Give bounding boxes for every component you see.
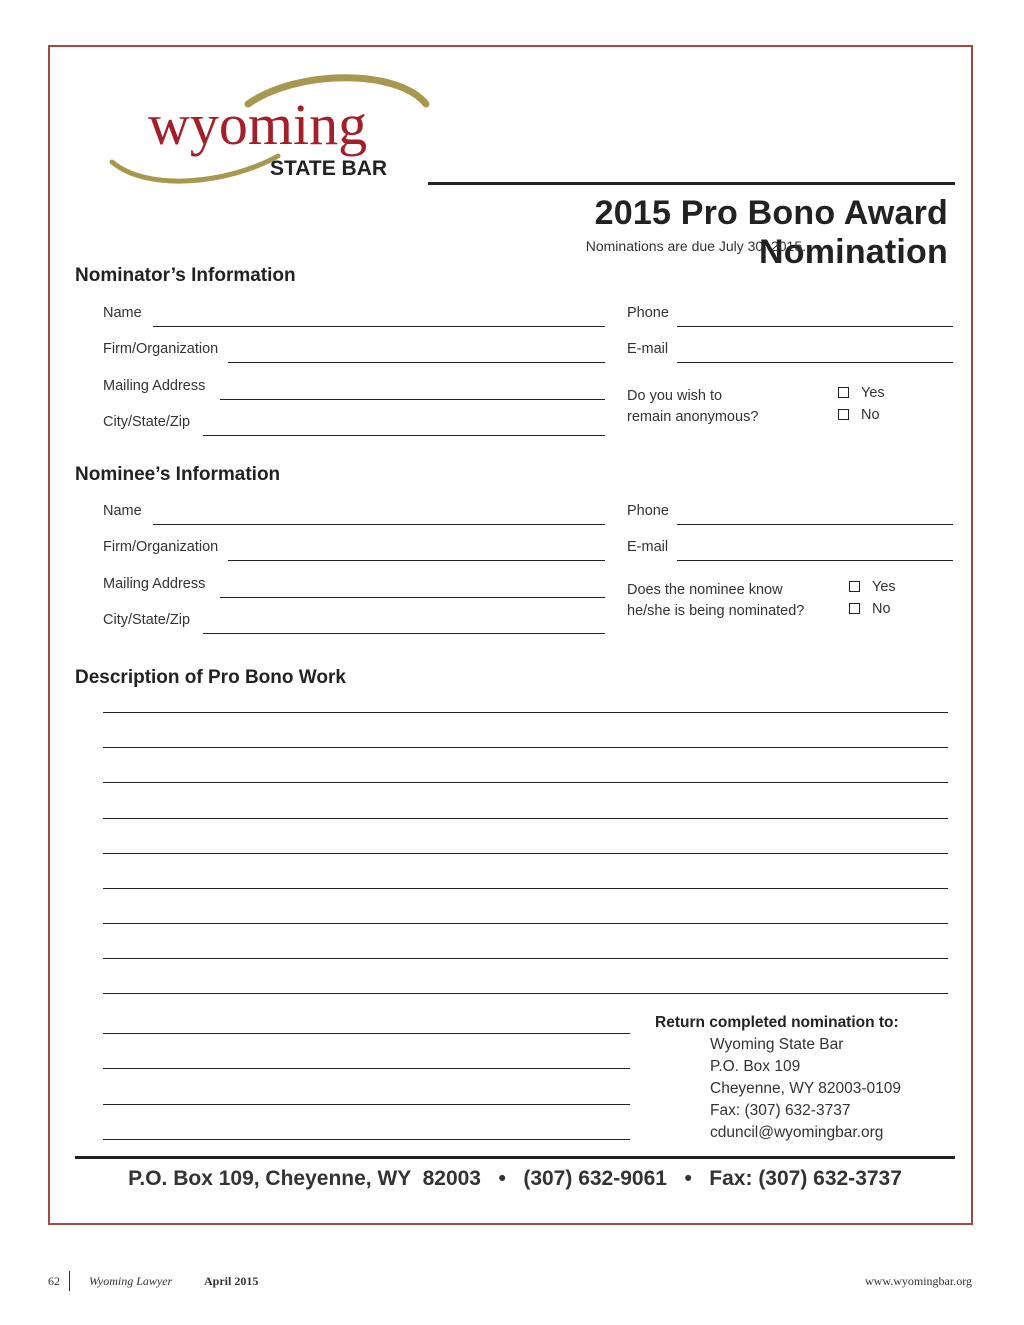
nominee-firm-label: Firm/Organization bbox=[103, 539, 219, 555]
description-line[interactable] bbox=[103, 958, 948, 959]
nominee-address-field[interactable] bbox=[103, 576, 605, 598]
nominee-address-label: Mailing Address bbox=[103, 576, 206, 592]
anonymous-question-line1: Do you wish to bbox=[627, 388, 723, 404]
nominee-city-line[interactable] bbox=[203, 633, 605, 634]
nominee-knows-no-checkbox[interactable] bbox=[849, 601, 891, 621]
nominee-phone-line[interactable] bbox=[677, 524, 953, 525]
nominator-name-field[interactable] bbox=[103, 305, 605, 327]
description-line[interactable] bbox=[103, 1033, 630, 1034]
nominator-email-label: E-mail bbox=[627, 341, 669, 357]
nominee-heading: Nominee’s Information bbox=[75, 464, 281, 485]
description-line[interactable] bbox=[103, 818, 948, 819]
nominee-knows-yes-checkbox[interactable] bbox=[849, 579, 896, 599]
logo-word: wyoming bbox=[148, 92, 368, 157]
description-line[interactable] bbox=[103, 712, 948, 713]
return-city: Cheyenne, WY 82003-0109 bbox=[710, 1080, 902, 1097]
nominator-address-label: Mailing Address bbox=[103, 378, 206, 394]
footer-issue: April 2015 bbox=[204, 1274, 259, 1288]
nominee-firm-field[interactable] bbox=[103, 539, 605, 561]
nominee-knows-question-line2: he/she is being nominated? bbox=[627, 603, 805, 619]
logo-tagline: STATE BAR bbox=[270, 157, 388, 180]
nominator-firm-line[interactable] bbox=[228, 362, 605, 363]
nominee-email-line[interactable] bbox=[677, 560, 953, 561]
nominee-phone-label: Phone bbox=[627, 503, 669, 519]
description-line[interactable] bbox=[103, 923, 948, 924]
nominee-email-label: E-mail bbox=[627, 539, 669, 555]
nominator-firm-field[interactable] bbox=[103, 341, 605, 363]
nominator-address-line[interactable] bbox=[220, 399, 605, 400]
nominator-name-line[interactable] bbox=[153, 326, 605, 327]
nominator-phone-label: Phone bbox=[627, 305, 669, 321]
footer-website[interactable]: www.wyomingbar.org bbox=[865, 1274, 972, 1288]
footer-page-number: 62 bbox=[48, 1274, 60, 1288]
title-rule bbox=[428, 182, 955, 185]
nominee-name-label: Name bbox=[103, 503, 142, 519]
nominator-phone-field[interactable] bbox=[627, 305, 953, 327]
form-title: 2015 Pro Bono Award Nomination bbox=[594, 194, 948, 271]
checkbox-icon[interactable] bbox=[849, 603, 860, 614]
footer-publication: Wyoming Lawyer bbox=[89, 1274, 173, 1288]
description-line[interactable] bbox=[103, 1068, 630, 1069]
checkbox-icon[interactable] bbox=[838, 387, 849, 398]
anonymous-yes-checkbox[interactable] bbox=[838, 385, 885, 405]
form-subtitle: Nominations are due July 30, 2015. bbox=[585, 238, 806, 254]
nominator-city-line[interactable] bbox=[203, 435, 605, 436]
nominee-city-label: City/State/Zip bbox=[103, 612, 191, 628]
description-line[interactable] bbox=[103, 747, 948, 748]
anonymous-question bbox=[627, 386, 758, 428]
description-line[interactable] bbox=[103, 888, 948, 889]
return-org: Wyoming State Bar bbox=[710, 1036, 844, 1053]
nominator-address-field[interactable] bbox=[103, 378, 605, 400]
description-line[interactable] bbox=[103, 1139, 630, 1140]
nominator-heading: Nominator’s Information bbox=[75, 265, 296, 286]
bottom-rule bbox=[75, 1156, 955, 1159]
nominator-city-field[interactable] bbox=[103, 414, 605, 436]
nominee-address-line[interactable] bbox=[220, 597, 605, 598]
return-pobox: P.O. Box 109 bbox=[710, 1058, 801, 1075]
return-email[interactable]: cduncil@wyomingbar.org bbox=[710, 1124, 884, 1141]
nominee-knows-question bbox=[627, 580, 804, 622]
anonymous-no-label: No bbox=[861, 407, 880, 423]
return-fax: Fax: (307) 632-3737 bbox=[710, 1102, 851, 1119]
description-line[interactable] bbox=[103, 1104, 630, 1105]
anonymous-question-line2: remain anonymous? bbox=[627, 409, 759, 425]
nominee-phone-field[interactable] bbox=[627, 503, 953, 525]
nominee-firm-line[interactable] bbox=[228, 560, 605, 561]
contact-bar: P.O. Box 109, Cheyenne, WY 82003 • (307) 632-9061 • Fax: (307) 632-3737 bbox=[128, 1167, 902, 1190]
nominator-email-field[interactable] bbox=[627, 341, 953, 363]
description-heading: Description of Pro Bono Work bbox=[75, 667, 346, 688]
nominator-firm-label: Firm/Organization bbox=[103, 341, 219, 357]
footer-divider bbox=[69, 1271, 70, 1291]
nominator-email-line[interactable] bbox=[677, 362, 953, 363]
checkbox-icon[interactable] bbox=[849, 581, 860, 592]
return-heading: Return completed nomination to: bbox=[655, 1014, 899, 1031]
anonymous-yes-label: Yes bbox=[861, 385, 885, 401]
nominee-city-field[interactable] bbox=[103, 612, 605, 634]
anonymous-no-checkbox[interactable] bbox=[838, 407, 880, 427]
nominee-name-field[interactable] bbox=[103, 503, 605, 525]
nominee-name-line[interactable] bbox=[153, 524, 605, 525]
description-line[interactable] bbox=[103, 993, 948, 994]
nominator-city-label: City/State/Zip bbox=[103, 414, 191, 430]
nominee-knows-no-label: No bbox=[872, 601, 891, 617]
description-line[interactable] bbox=[103, 782, 948, 783]
nominee-knows-question-line1: Does the nominee know bbox=[627, 582, 783, 598]
nominee-knows-yes-label: Yes bbox=[872, 579, 896, 595]
nominator-phone-line[interactable] bbox=[677, 326, 953, 327]
nominee-email-field[interactable] bbox=[627, 539, 953, 561]
wyoming-state-bar-logo bbox=[108, 74, 438, 186]
nominator-name-label: Name bbox=[103, 305, 142, 321]
checkbox-icon[interactable] bbox=[838, 409, 849, 420]
description-line[interactable] bbox=[103, 853, 948, 854]
